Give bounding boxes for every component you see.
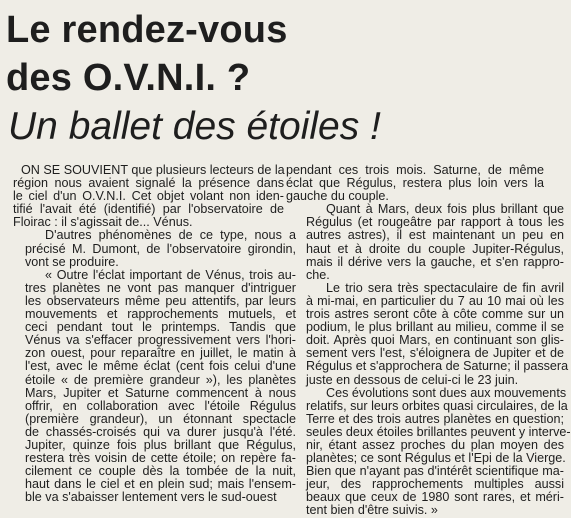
article-line: Ces évolutions sont dues aux mouvements [326,385,567,400]
article-line: che. [306,267,330,282]
article-line: ceci pendant tout le printemps. Tandis que [25,320,296,335]
article-line: trois astres seront côte à côte comme sur un [306,307,564,322]
article-line: à mi-mai, en particulier du 7 au 10 mai où les [306,293,564,308]
headline-line-1: Le rendez-vous [6,9,288,51]
article-paragraph [286,385,571,518]
article-column-right [286,163,571,518]
article-line: région nous avaient signalé la présence dans [13,176,284,191]
article-line: relatifs, sur leurs orbites quasi circulaires, de la [306,398,568,413]
article-paragraph [5,267,296,505]
article-line: tent bien d'être suivis. » [306,503,438,518]
article-line: précisé M. Dumont, de l'observatoire girondin, [25,241,296,256]
article-line: sement vers l'est, s'éloignera de Jupiter et de [306,346,564,361]
article-line: ble va s'abaisser lentement vers le sud-ouest [25,490,277,505]
article-line: Jupiter, quinze fois plus brillant que Régulus, [25,437,296,452]
article-line: haut et à droite du couple Jupiter-Régulus, [306,241,564,256]
article-line: nir, étant assez proches du plan moyen des [306,437,564,452]
subheadline: Un ballet des étoiles ! [8,105,381,148]
article-line: les observateurs même peu attentifs, par leurs [25,293,296,308]
article-line: Floirac : il s'agissait de... Vénus. [13,215,193,230]
article-line: gauche du couple. [286,189,389,204]
article-line: tifié l'avait été (identifié) par l'observatoire de [13,202,284,217]
article-line: restera très voisin de cette étoile; on repère fa- [25,451,296,466]
article-line: mais il dérive vers la gauche, et s'en rappro- [306,254,564,269]
article-line: haut dans le ciel et en plein sud; mais l'ensem- [25,477,296,492]
article-paragraph [5,163,285,230]
article-line: jeur, des rapprochements multiples aussi [306,477,564,492]
article-line: Vénus va s'effacer progressivement vers l'hori- [25,333,296,348]
article-line: Régulus et s'approchera de Saturne; il passera [306,359,569,374]
article-line: planètes; ce sont Régulus et l'Epi de la Vierge. [306,451,566,466]
article-line: tres planètes ne vont pas manquer d'intriguer [25,280,296,295]
article-line: D'autres phénomènes de ce type, nous a [45,228,296,243]
article-line: ON SE SOUVIENT que plusieurs lecteurs de la [21,163,285,177]
article-line: podium, le plus brillant au milieu, comme il se [306,320,564,335]
article-line: le ciel d'un O.V.N.I. Cet objet volant non iden- [13,189,284,204]
article-line: doit. Après quoi Mars, en continuant son glis- [306,333,564,348]
article-line: (première grandeur), un étonnant spectacle [25,411,296,426]
headline-line-2: des O.V.N.I. ? [6,57,251,99]
article-line: mouvements et rapprochements mutuels, et [25,307,296,322]
article-column-left [5,163,296,505]
article-paragraph [286,164,544,203]
article-line: pendant ces trois mois. Saturne, de même [286,163,544,177]
article-line: seules deux étoiles brillantes peuvent y interve- [306,424,571,439]
article-line: Mars, Jupiter et Saturne commencent à nous [25,385,296,400]
article-paragraph [286,202,564,282]
article-line: étoile « de première grandeur »), les planètes [25,372,296,387]
article-line: juste en dessous de celui-ci le 23 juin. [306,372,519,387]
article-line: Bien que n'ayant pas d'intérêt scientifique ma- [306,464,564,479]
article-line: Régulus (et rougeâtre par rapport à tous les [306,215,564,230]
article-paragraph [5,228,296,269]
article-line: de chassés-croisés qui va durer jusqu'à l'été. [25,424,296,439]
article-line: cilement ce couple dès la tombée de la nuit, [25,464,296,479]
article-line: vont se produire. [25,254,119,269]
article-line: autres astres), il est maintenant un peu en [306,228,564,243]
article-line: zon ouest, pour reparaître en juillet, le matin à [25,346,296,361]
article-paragraph [286,280,569,387]
article-line: beaux que ceux de 1980 sont rares, et méri- [306,490,564,505]
article-line: Le trio sera très spectaculaire de fin avril [326,280,564,295]
article-line: « Outre l'éclat important de Vénus, trois au- [45,267,296,282]
article-line: éclat que Régulus, restera plus loin vers la [286,176,544,191]
article-line: Terre et des trois autres planètes en question; [306,411,564,426]
article-line: offrir, en collaboration avec l'étoile Régulus [25,398,296,413]
article-line: Quant à Mars, deux fois plus brillant que [326,202,564,217]
article-line: l'est, avec le même éclat (cent fois celui d'une [25,359,296,374]
